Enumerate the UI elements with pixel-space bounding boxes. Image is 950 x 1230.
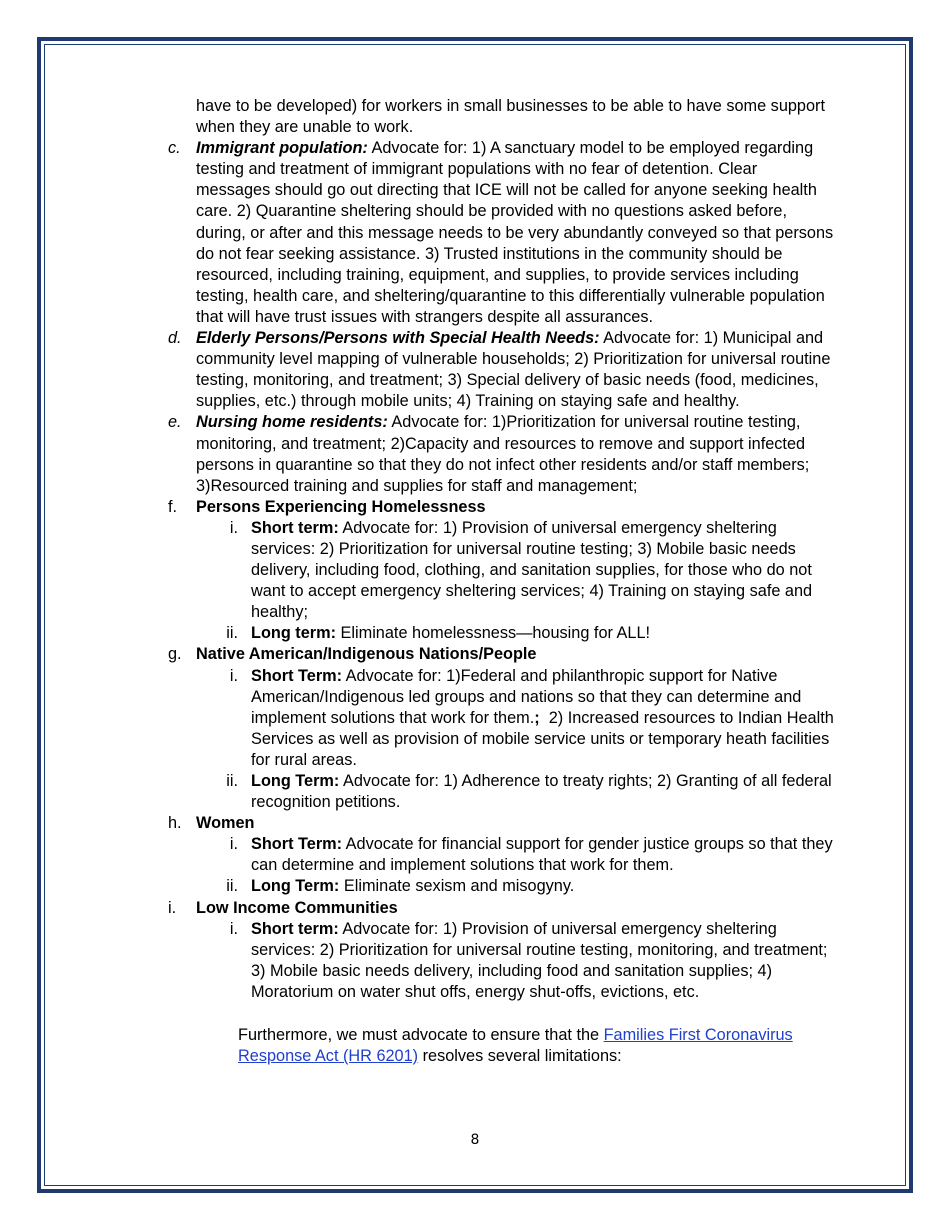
sub-item-g-i: i. Short Term: Advocate for: 1)Federal and philanthropic support for Native	[0, 666, 950, 687]
item-title: Immigrant population:	[196, 139, 368, 158]
families-first-act-link[interactable]: Families First Coronavirus	[603, 1026, 793, 1045]
list-marker: d.	[168, 329, 182, 348]
list-marker: h.	[168, 814, 182, 833]
sub-list-marker: i.	[229, 666, 238, 685]
sub-item-f-ii: ii. Long term: Eliminate homelessness—housing for ALL!	[0, 623, 950, 644]
item-title: Nursing home residents:	[196, 413, 388, 432]
sub-list-marker: ii.	[226, 772, 238, 790]
list-item-i	[0, 898, 950, 919]
sub-list-marker: i.	[229, 919, 238, 938]
sub-item-label: Short term:	[251, 518, 339, 537]
sub-item-h-i: i. Short Term: Advocate for financial support for gender justice groups so that they	[0, 834, 950, 855]
sub-item-label: Short Term:	[251, 835, 343, 854]
sub-item-i-i: i. Short term: Advocate for: 1) Provision of universal emergency sheltering	[0, 919, 950, 940]
list-item-f	[0, 497, 950, 518]
sub-list-marker: i.	[229, 835, 238, 854]
sub-item-label: Long Term:	[251, 877, 340, 896]
list-marker: f.	[168, 497, 178, 516]
document-body: have to be developed) for workers in small businesses to be able to have some support when they are unable to work. c. Immigrant population: Advocate for: 1) A sanctuary model to be employed regarding testing and treatment of immigrant populations with no fear of detention. Clear messages should go out directing that ICE will not be called for anyone seeking health care. 2) Quarantine sheltering should be provided with no questions asked before, during, or after and this message needs to be very abundantly conveyed so that persons do not fear seeking assistance. 3) Trusted institutions in the community should be resourced, including training, equipment, and supplies, to provide services including testing, health care, and sheltering/quarantine to this differentially vulnerable population that will have trust issues with strangers despite all assurances. d. Elderly Persons/Persons with Special Health Needs: Advocate for: 1) Municipal and community level mapping of vulnerable households; 2) Prioritization for universal routine testing, monitoring, and treatment; 3) Special delivery of basic needs (food, medicines, supplies, etc.) through mobile units; 4) Training on staying safe and healthy. e. Nursing home residents: Advocate for: 1)Prioritization for universal routine testing, monitoring, and treatment; 2)Capacity and resources to remove and support infected persons in quarantine so that they do not infect other residents and/or staff members; 3)Resourced training and supplies for staff and management; f. Persons Experiencing Homelessness i. Short term: Advocate for: 1) Provision of universal emergency sheltering services: 2) Prioritization for universal routine testing; 3) Mobile basic needs delivery, including food, clothing, and sanitation supplies, for those who do not want to accept emergency sheltering services; 4) Training on staying safe and healthy; ii. Long term: Eliminate homelessness—housing for ALL! g. Native American/Indigenous Nations/People i. Short Term: Advocate for: 1)Federal and philanthropic support for Native American/Indigenous led groups and nations so that they can determine and implement solutions that work for them.; 2) Increased resources to Indian Health Services as well as provision of mobile service units or temporary heath facilities for rural areas. ii. Long Term: Advocate for: 1) Adherence to treaty rights; 2) Granting of all federal recognition petitions. h. Women i. Short Term: Advocate for financial support for gender justice groups so that they can determine and implement solutions that work for them. ii. Long Term: Eliminate sexism and misogyny. i. Low Income Communities i. Short term: Advocate for: 1) Provision of universal emergency sheltering services: 2) Prioritization for universal routine testing, monitoring, and treatment; 3) Mobile basic needs delivery, including food and sanitation supplies; 4) Moratorium on water shut offs, energy shut-offs, evictions, etc. Furthermore, we must advocate to ensure that the Families First Coronavirus Response Act (HR 6201) resolves several limitations:	[0, 96, 950, 1067]
list-item-c: c. Immigrant population: Advocate for: 1) A sanctuary model to be employed regarding	[0, 138, 950, 159]
sub-list-marker: ii.	[226, 877, 238, 896]
families-first-act-link-continued[interactable]: Response Act (HR 6201)	[238, 1047, 419, 1066]
list-marker: c.	[168, 139, 181, 158]
item-title: Women	[196, 814, 255, 833]
list-marker: i.	[168, 898, 177, 917]
page-number: 8	[470, 1132, 480, 1148]
item-title: Native American/Indigenous Nations/People	[196, 645, 537, 664]
sub-item-label: Short term:	[251, 919, 339, 938]
sub-item-h-ii: ii. Long Term: Eliminate sexism and misogyny.	[0, 876, 950, 897]
sub-item-g-ii: ii. Long Term: Advocate for: 1) Adherence to treaty rights; 2) Granting of all federal	[0, 771, 950, 792]
sub-item-label: Long term:	[251, 624, 337, 643]
item-title: Elderly Persons/Persons with Special Health Needs:	[196, 329, 600, 348]
closing-paragraph: Furthermore, we must advocate to ensure that the Families First Coronavirus	[238, 1026, 793, 1045]
list-item-h	[0, 813, 950, 834]
item-title: Low Income Communities	[196, 898, 398, 917]
item-title: Persons Experiencing Homelessness	[196, 497, 486, 516]
sub-item-f-i: i. Short term: Advocate for: 1) Provision of universal emergency sheltering	[0, 518, 950, 539]
list-item-d: d. Elderly Persons/Persons with Special Health Needs: Advocate for: 1) Municipal and	[0, 328, 950, 349]
list-marker: e.	[168, 413, 182, 432]
sub-item-label: Short Term:	[251, 666, 343, 685]
sub-list-marker: i.	[229, 518, 238, 537]
list-marker: g.	[168, 645, 182, 664]
sub-list-marker: ii.	[226, 624, 238, 643]
list-item-e: e. Nursing home residents: Advocate for: 1)Prioritization for universal routine testing,	[0, 412, 950, 433]
list-item-g	[0, 644, 950, 665]
sub-item-label: Long Term:	[251, 772, 340, 790]
item-b-continuation: have to be developed) for workers in small businesses to be able to have some support	[196, 97, 825, 115]
